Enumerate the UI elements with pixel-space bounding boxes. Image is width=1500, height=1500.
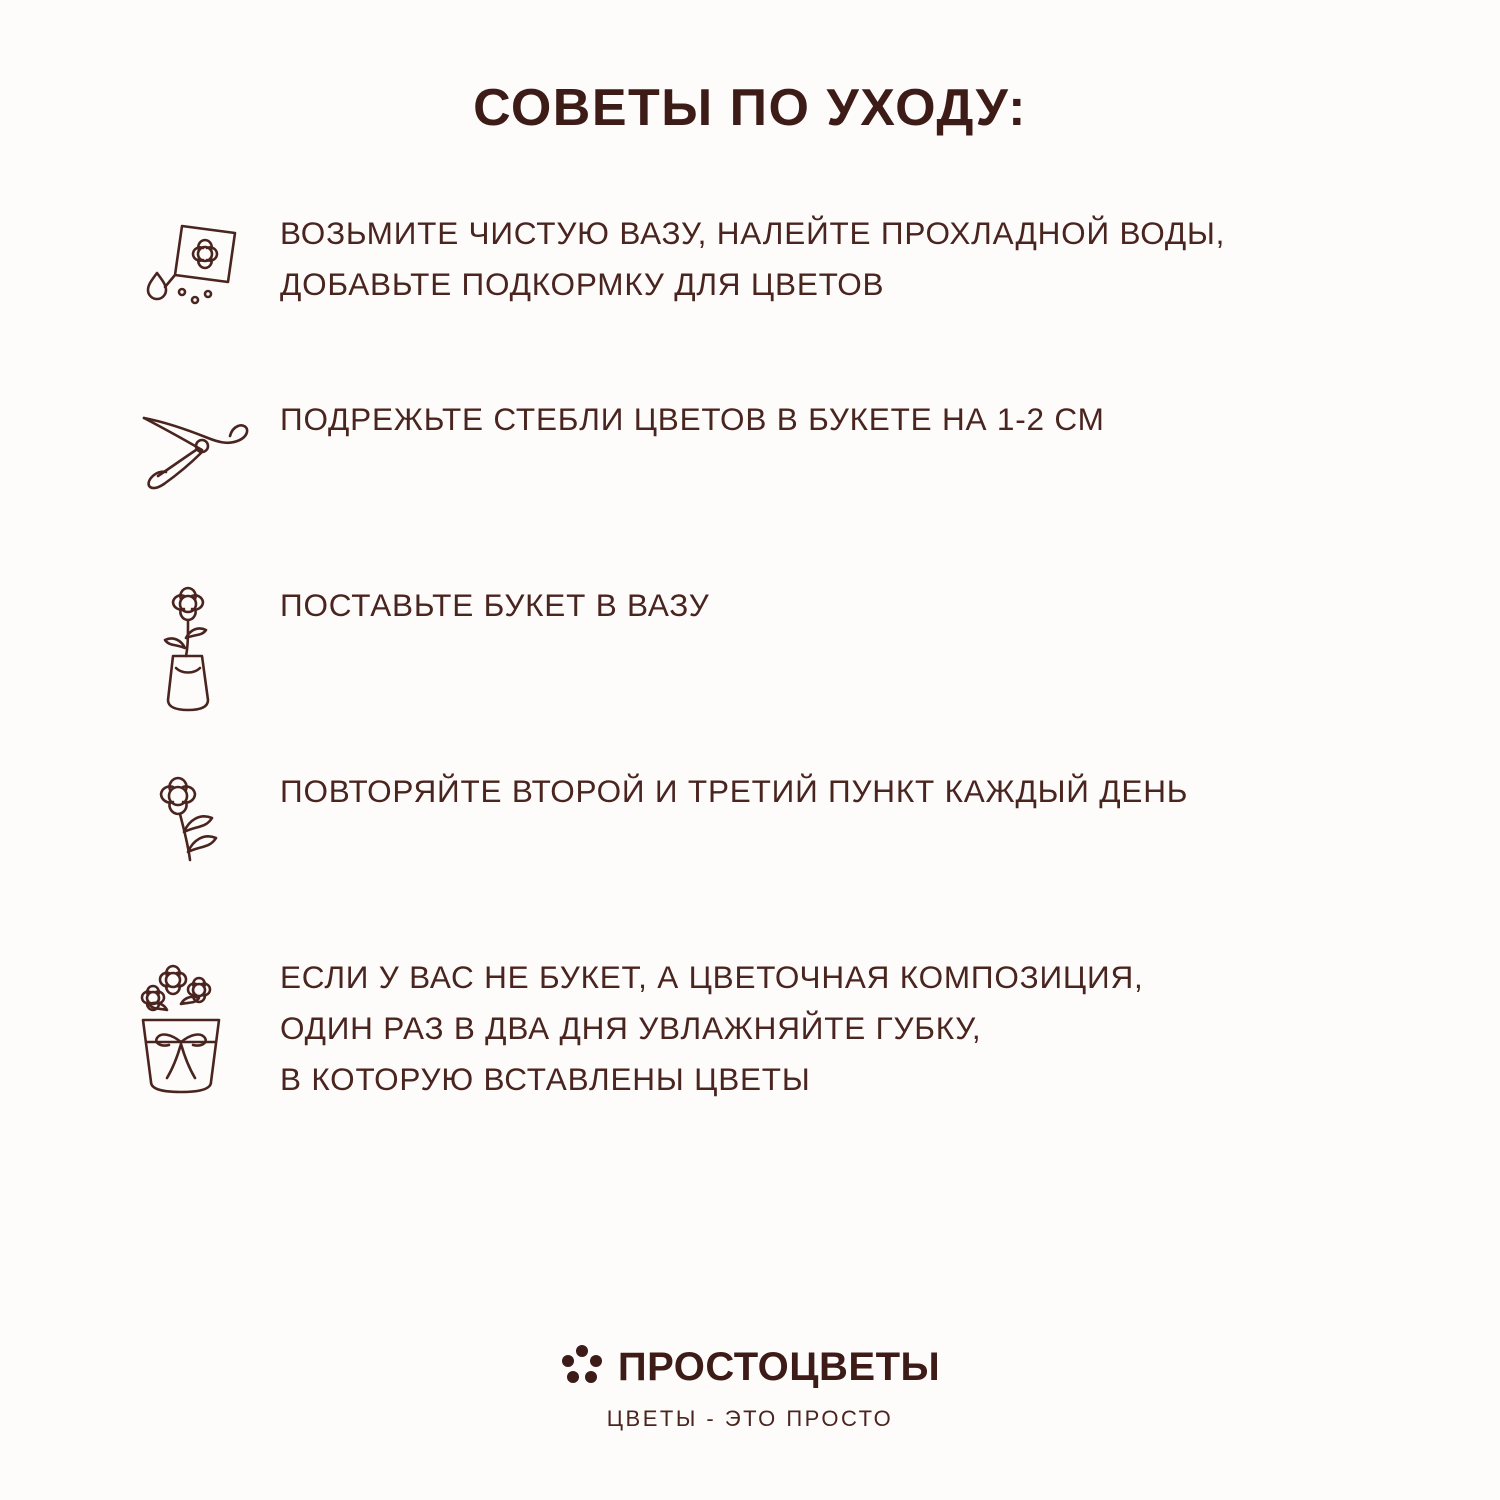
tip-text bbox=[280, 948, 1144, 1105]
tip-item bbox=[110, 948, 1390, 1105]
tip-item bbox=[110, 762, 1390, 912]
page-title: СОВЕТЫ ПО УХОДУ: bbox=[473, 79, 1027, 137]
brand-footer bbox=[0, 1343, 1500, 1432]
tip-text bbox=[280, 762, 1188, 817]
tip-line: ОДИН РАЗ В ДВА ДНЯ УВЛАЖНЯЙТЕ ГУБКУ, bbox=[280, 1010, 982, 1047]
tip-line: В КОТОРУЮ ВСТАВЛЕНЫ ЦВЕТЫ bbox=[280, 1061, 811, 1098]
tip-item bbox=[110, 204, 1390, 354]
tips-list bbox=[110, 204, 1390, 1105]
pruning-shears-icon bbox=[110, 390, 280, 506]
tip-line: ДОБАВЬТЕ ПОДКОРМКУ ДЛЯ ЦВЕТОВ bbox=[280, 266, 885, 303]
tip-line: ЕСЛИ У ВАС НЕ БУКЕТ, А ЦВЕТОЧНАЯ КОМПОЗИЦИЯ, bbox=[280, 959, 1144, 995]
tip-line: ВОЗЬМИТЕ ЧИСТУЮ ВАЗУ, НАЛЕЙТЕ ПРОХЛАДНОЙ ВОДЫ, bbox=[280, 215, 1226, 251]
brand-lockup bbox=[560, 1343, 940, 1392]
tip-item bbox=[110, 390, 1390, 540]
tip-text bbox=[280, 204, 1225, 310]
tip-line: ПОСТАВЬТЕ БУКЕТ В ВАЗУ bbox=[280, 587, 710, 623]
tip-line: ПОДРЕЖЬТЕ СТЕБЛИ ЦВЕТОВ В БУКЕТЕ НА 1-2 СМ bbox=[280, 401, 1105, 437]
watering-can-flower-icon bbox=[110, 204, 280, 320]
flower-logo-icon bbox=[560, 1343, 604, 1392]
flower-with-leaf-icon bbox=[110, 762, 280, 883]
tip-text bbox=[280, 576, 710, 631]
flower-basket-icon bbox=[110, 948, 280, 1099]
tip-text bbox=[280, 390, 1105, 445]
tip-item bbox=[110, 576, 1390, 726]
brand-tagline: ЦВЕТЫ - ЭТО ПРОСТО bbox=[606, 1406, 894, 1431]
flower-in-vase-icon bbox=[110, 576, 280, 722]
tip-line: ПОВТОРЯЙТЕ ВТОРОЙ И ТРЕТИЙ ПУНКТ КАЖДЫЙ ДЕНЬ bbox=[280, 773, 1189, 809]
brand-name: ПРОСТОЦВЕТЫ bbox=[617, 1345, 941, 1389]
